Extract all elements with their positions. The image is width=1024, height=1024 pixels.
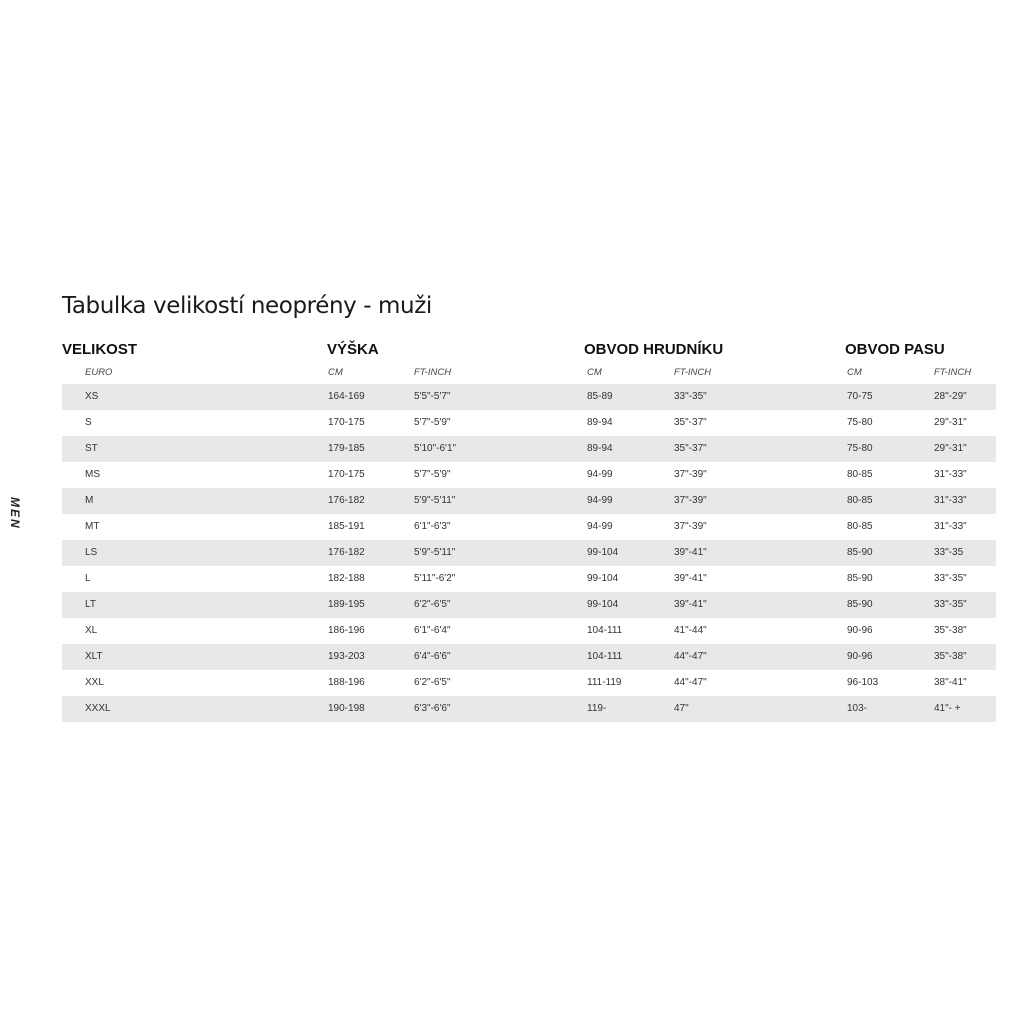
table-row bbox=[62, 436, 996, 462]
cell-chest-ft: 37"-39" bbox=[674, 495, 707, 506]
table-row bbox=[62, 540, 996, 566]
cell-height-ft: 5'5"-5'7" bbox=[414, 391, 451, 402]
subheader-height-ft: FT-INCH bbox=[414, 367, 452, 378]
cell-height-cm: 185-191 bbox=[328, 521, 365, 532]
cell-waist-cm: 70-75 bbox=[847, 391, 873, 402]
cell-waist-ft: 28"-29" bbox=[934, 391, 967, 402]
cell-height-cm: 189-195 bbox=[328, 599, 365, 610]
cell-waist-cm: 85-90 bbox=[847, 573, 873, 584]
cell-chest-ft: 39"-41" bbox=[674, 599, 707, 610]
table-row bbox=[62, 488, 996, 514]
cell-chest-cm: 94-99 bbox=[587, 521, 613, 532]
cell-height-cm: 190-198 bbox=[328, 703, 365, 714]
cell-size-euro: XXXL bbox=[85, 703, 111, 714]
cell-height-cm: 170-175 bbox=[328, 417, 365, 428]
group-header-size: VELIKOST bbox=[62, 341, 138, 358]
cell-chest-cm: 119- bbox=[587, 703, 607, 714]
subheader-euro: EURO bbox=[85, 367, 113, 378]
cell-height-ft: 5'10"-6'1" bbox=[414, 443, 457, 454]
cell-chest-cm: 85-89 bbox=[587, 391, 613, 402]
cell-size-euro: ST bbox=[85, 443, 98, 454]
group-header-waist: OBVOD PASU bbox=[845, 341, 945, 358]
cell-waist-ft: 35"-38" bbox=[934, 625, 967, 636]
cell-height-ft: 6'4"-6'6" bbox=[414, 651, 451, 662]
cell-height-ft: 6'2"-6'5" bbox=[414, 599, 451, 610]
cell-height-cm: 188-196 bbox=[328, 677, 365, 688]
table-row bbox=[62, 410, 996, 436]
cell-chest-ft: 44"-47" bbox=[674, 677, 707, 688]
cell-size-euro: L bbox=[85, 573, 91, 584]
cell-height-ft: 5'9"-5'11" bbox=[414, 495, 456, 506]
table-row bbox=[62, 566, 996, 592]
cell-size-euro: XLT bbox=[85, 651, 103, 662]
table-row bbox=[62, 618, 996, 644]
cell-size-euro: XS bbox=[85, 391, 99, 402]
subheader-waist-ft: FT-INCH bbox=[934, 367, 972, 378]
table-row bbox=[62, 462, 996, 488]
cell-height-ft: 5'7"-5'9" bbox=[414, 417, 451, 428]
cell-height-ft: 5'7"-5'9" bbox=[414, 469, 451, 480]
cell-chest-ft: 41"-44" bbox=[674, 625, 707, 636]
cell-size-euro: LT bbox=[85, 599, 96, 610]
cell-waist-cm: 90-96 bbox=[847, 625, 873, 636]
cell-waist-ft: 31"-33" bbox=[934, 469, 967, 480]
cell-chest-cm: 111-119 bbox=[587, 677, 622, 688]
subheader-height-cm: CM bbox=[328, 367, 343, 378]
cell-waist-cm: 85-90 bbox=[847, 547, 873, 558]
cell-size-euro: XL bbox=[85, 625, 98, 636]
cell-height-ft: 6'1"-6'4" bbox=[414, 625, 451, 636]
cell-height-cm: 170-175 bbox=[328, 469, 365, 480]
cell-chest-ft: 35"-37" bbox=[674, 417, 707, 428]
cell-chest-ft: 39"-41" bbox=[674, 547, 707, 558]
table-row bbox=[62, 670, 996, 696]
cell-waist-ft: 31"-33" bbox=[934, 495, 967, 506]
cell-chest-cm: 94-99 bbox=[587, 495, 613, 506]
cell-waist-ft: 35"-38" bbox=[934, 651, 967, 662]
cell-size-euro: MS bbox=[85, 469, 100, 480]
cell-size-euro: M bbox=[85, 495, 94, 506]
cell-chest-ft: 44"-47" bbox=[674, 651, 707, 662]
cell-waist-cm: 80-85 bbox=[847, 521, 873, 532]
cell-chest-cm: 94-99 bbox=[587, 469, 613, 480]
group-header-chest: OBVOD HRUDNÍKU bbox=[584, 341, 724, 358]
cell-waist-ft: 38"-41" bbox=[934, 677, 967, 688]
cell-waist-cm: 96-103 bbox=[847, 677, 879, 688]
cell-waist-cm: 75-80 bbox=[847, 417, 873, 428]
cell-chest-ft: 47" bbox=[674, 703, 689, 714]
cell-height-ft: 5'9"-5'11" bbox=[414, 547, 456, 558]
cell-size-euro: MT bbox=[85, 521, 100, 532]
cell-height-ft: 6'3"-6'6" bbox=[414, 703, 451, 714]
cell-chest-ft: 37"-39" bbox=[674, 521, 707, 532]
cell-height-cm: 164-169 bbox=[328, 391, 365, 402]
cell-chest-cm: 104-111 bbox=[587, 625, 623, 636]
subheader-chest-ft: FT-INCH bbox=[674, 367, 712, 378]
table-row bbox=[62, 514, 996, 540]
cell-chest-ft: 35"-37" bbox=[674, 443, 707, 454]
cell-waist-ft: 33"-35 bbox=[934, 547, 964, 558]
cell-waist-ft: 33"-35" bbox=[934, 573, 967, 584]
cell-waist-ft: 33"-35" bbox=[934, 599, 967, 610]
cell-chest-cm: 89-94 bbox=[587, 417, 613, 428]
subheader-chest-cm: CM bbox=[587, 367, 602, 378]
cell-height-ft: 6'1"-6'3" bbox=[414, 521, 451, 532]
cell-height-ft: 5'11"-6'2" bbox=[414, 573, 456, 584]
table-row bbox=[62, 644, 996, 670]
cell-height-cm: 186-196 bbox=[328, 625, 365, 636]
cell-waist-cm: 90-96 bbox=[847, 651, 873, 662]
cell-height-cm: 179-185 bbox=[328, 443, 365, 454]
page-title: Tabulka velikostí neoprény - muži bbox=[62, 293, 432, 319]
size-table bbox=[62, 384, 996, 722]
cell-size-euro: S bbox=[85, 417, 92, 428]
table-row bbox=[62, 696, 996, 722]
table-row bbox=[62, 384, 996, 410]
cell-chest-cm: 99-104 bbox=[587, 599, 619, 610]
cell-chest-ft: 37"-39" bbox=[674, 469, 707, 480]
table-row bbox=[62, 592, 996, 618]
cell-chest-cm: 89-94 bbox=[587, 443, 613, 454]
cell-waist-cm: 85-90 bbox=[847, 599, 873, 610]
cell-height-cm: 176-182 bbox=[328, 495, 365, 506]
cell-chest-ft: 33"-35" bbox=[674, 391, 707, 402]
cell-waist-cm: 103- bbox=[847, 703, 868, 714]
cell-chest-cm: 99-104 bbox=[587, 547, 619, 558]
cell-size-euro: XXL bbox=[85, 677, 104, 688]
cell-waist-ft: 29"-31" bbox=[934, 443, 967, 454]
cell-size-euro: LS bbox=[85, 547, 98, 558]
cell-height-ft: 6'2"-6'5" bbox=[414, 677, 451, 688]
cell-waist-ft: 29"-31" bbox=[934, 417, 967, 428]
side-label-men: MEN bbox=[8, 497, 22, 530]
cell-chest-cm: 99-104 bbox=[587, 573, 619, 584]
cell-waist-cm: 75-80 bbox=[847, 443, 873, 454]
cell-waist-cm: 80-85 bbox=[847, 495, 873, 506]
cell-chest-ft: 39"-41" bbox=[674, 573, 707, 584]
group-header-height: VÝŠKA bbox=[327, 341, 379, 358]
cell-height-cm: 193-203 bbox=[328, 651, 365, 662]
cell-waist-cm: 80-85 bbox=[847, 469, 873, 480]
cell-chest-cm: 104-111 bbox=[587, 651, 623, 662]
cell-waist-ft: 31"-33" bbox=[934, 521, 967, 532]
subheader-waist-cm: CM bbox=[847, 367, 862, 378]
cell-waist-ft: 41"- + bbox=[934, 703, 961, 714]
cell-height-cm: 182-188 bbox=[328, 573, 365, 584]
cell-height-cm: 176-182 bbox=[328, 547, 365, 558]
